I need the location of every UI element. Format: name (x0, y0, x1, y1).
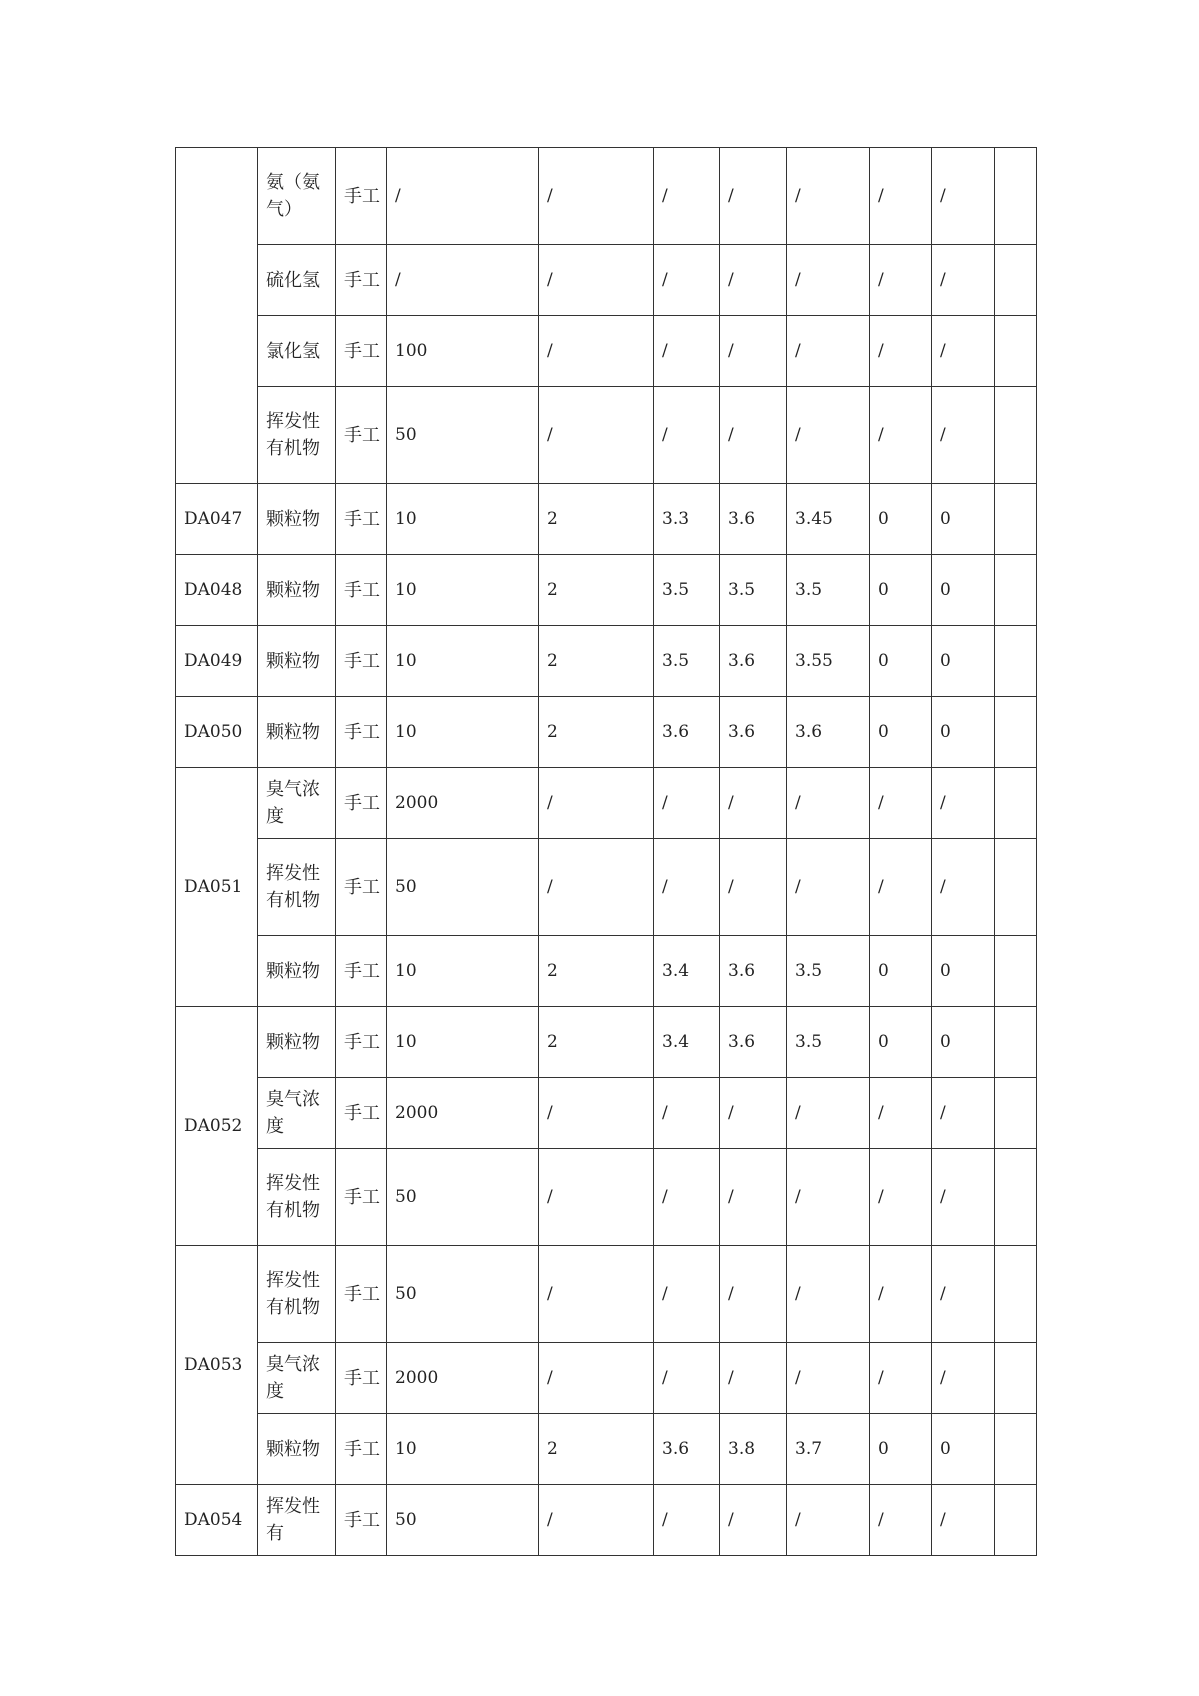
value-cell: 2 (539, 936, 654, 1007)
empty-cell (995, 1414, 1037, 1485)
table-row (176, 1149, 1037, 1246)
value-cell: / (932, 839, 995, 936)
value-cell: 3.55 (787, 626, 870, 697)
value-cell: / (787, 387, 870, 484)
empty-cell (995, 555, 1037, 626)
table-row (176, 697, 1037, 768)
value-cell: / (720, 1149, 787, 1246)
value-cell: / (539, 1246, 654, 1343)
value-cell: / (787, 839, 870, 936)
value-cell: / (654, 768, 720, 839)
table-row (176, 316, 1037, 387)
value-cell: / (787, 1078, 870, 1149)
pollutant-cell: 颗粒物 (258, 1007, 336, 1078)
value-cell: 0 (870, 1414, 932, 1485)
value-cell: / (654, 387, 720, 484)
pollutant-cell: 硫化氢 (258, 245, 336, 316)
table-row (176, 839, 1037, 936)
emissions-table (175, 147, 1037, 1556)
value-cell: 2 (539, 1414, 654, 1485)
method-cell: 手工 (336, 1414, 387, 1485)
table-row (176, 1343, 1037, 1414)
value-cell: / (654, 1078, 720, 1149)
value-cell: 3.6 (720, 1007, 787, 1078)
table-row (176, 626, 1037, 697)
value-cell: 0 (932, 1414, 995, 1485)
table-row (176, 1078, 1037, 1149)
pollutant-cell: 臭气浓度 (258, 1343, 336, 1414)
pollutant-cell: 氨（氨气） (258, 148, 336, 245)
method-cell: 手工 (336, 1485, 387, 1556)
value-cell: / (654, 148, 720, 245)
value-cell: / (539, 387, 654, 484)
value-cell: / (870, 316, 932, 387)
value-cell: / (720, 387, 787, 484)
value-cell: / (539, 245, 654, 316)
table-row (176, 936, 1037, 1007)
value-cell: / (539, 148, 654, 245)
value-cell: / (870, 387, 932, 484)
value-cell: / (870, 1485, 932, 1556)
value-cell: 2 (539, 1007, 654, 1078)
value-cell: / (870, 768, 932, 839)
outlet-id-cell: DA054 (176, 1485, 258, 1556)
value-cell: 0 (932, 936, 995, 1007)
method-cell: 手工 (336, 245, 387, 316)
pollutant-cell: 挥发性有 (258, 1485, 336, 1556)
value-cell: / (870, 1343, 932, 1414)
empty-cell (995, 1149, 1037, 1246)
pollutant-cell: 颗粒物 (258, 484, 336, 555)
pollutant-cell: 颗粒物 (258, 1414, 336, 1485)
value-cell: / (870, 1078, 932, 1149)
value-cell: / (787, 768, 870, 839)
value-cell: / (539, 1149, 654, 1246)
table-row (176, 148, 1037, 245)
table-row (176, 768, 1037, 839)
outlet-id-cell: DA050 (176, 697, 258, 768)
table-row (176, 484, 1037, 555)
table-row (176, 387, 1037, 484)
value-cell: 3.4 (654, 1007, 720, 1078)
method-cell: 手工 (336, 936, 387, 1007)
value-cell: / (654, 245, 720, 316)
method-cell: 手工 (336, 316, 387, 387)
value-cell: 0 (932, 697, 995, 768)
outlet-id-cell: DA052 (176, 1007, 258, 1246)
pollutant-cell: 挥发性有机物 (258, 1149, 336, 1246)
limit-cell: 50 (387, 1485, 539, 1556)
value-cell: / (932, 1343, 995, 1414)
limit-cell: 50 (387, 1246, 539, 1343)
value-cell: / (787, 1485, 870, 1556)
table-row (176, 245, 1037, 316)
empty-cell (995, 1246, 1037, 1343)
method-cell: 手工 (336, 148, 387, 245)
value-cell: 0 (932, 484, 995, 555)
limit-cell: 2000 (387, 1343, 539, 1414)
value-cell: / (787, 316, 870, 387)
value-cell: 3.7 (787, 1414, 870, 1485)
value-cell: / (870, 148, 932, 245)
limit-cell: 50 (387, 387, 539, 484)
value-cell: 2 (539, 555, 654, 626)
value-cell: 3.5 (787, 936, 870, 1007)
table-row (176, 1485, 1037, 1556)
value-cell: 0 (932, 555, 995, 626)
value-cell: / (932, 316, 995, 387)
limit-cell: 10 (387, 1007, 539, 1078)
value-cell: / (720, 1485, 787, 1556)
value-cell: / (870, 839, 932, 936)
value-cell: / (787, 1246, 870, 1343)
value-cell: / (654, 839, 720, 936)
pollutant-cell: 氯化氢 (258, 316, 336, 387)
empty-cell (995, 484, 1037, 555)
value-cell: / (539, 1343, 654, 1414)
value-cell: / (720, 1343, 787, 1414)
limit-cell: / (387, 245, 539, 316)
value-cell: 0 (870, 555, 932, 626)
value-cell: / (654, 1343, 720, 1414)
outlet-id-cell: DA049 (176, 626, 258, 697)
empty-cell (995, 316, 1037, 387)
value-cell: 3.6 (720, 626, 787, 697)
value-cell: / (539, 768, 654, 839)
outlet-id-cell: DA047 (176, 484, 258, 555)
value-cell: 3.45 (787, 484, 870, 555)
value-cell: 0 (932, 626, 995, 697)
value-cell: 3.6 (654, 697, 720, 768)
empty-cell (995, 936, 1037, 1007)
value-cell: / (720, 148, 787, 245)
value-cell: 0 (870, 1007, 932, 1078)
value-cell: / (932, 1078, 995, 1149)
limit-cell: 10 (387, 626, 539, 697)
value-cell: / (787, 1343, 870, 1414)
empty-cell (995, 839, 1037, 936)
limit-cell: 50 (387, 1149, 539, 1246)
value-cell: / (932, 387, 995, 484)
empty-cell (995, 697, 1037, 768)
value-cell: / (720, 1246, 787, 1343)
pollutant-cell: 臭气浓度 (258, 1078, 336, 1149)
value-cell: 3.6 (654, 1414, 720, 1485)
value-cell: 3.3 (654, 484, 720, 555)
value-cell: / (787, 148, 870, 245)
pollutant-cell: 臭气浓度 (258, 768, 336, 839)
empty-cell (995, 387, 1037, 484)
value-cell: / (870, 245, 932, 316)
pollutant-cell: 颗粒物 (258, 936, 336, 1007)
method-cell: 手工 (336, 839, 387, 936)
pollutant-cell: 颗粒物 (258, 626, 336, 697)
limit-cell: 10 (387, 1414, 539, 1485)
limit-cell: 10 (387, 555, 539, 626)
method-cell: 手工 (336, 697, 387, 768)
outlet-id-cell: DA048 (176, 555, 258, 626)
method-cell: 手工 (336, 1343, 387, 1414)
limit-cell: 100 (387, 316, 539, 387)
limit-cell: 50 (387, 839, 539, 936)
table-row (176, 1007, 1037, 1078)
outlet-id-cell: DA051 (176, 768, 258, 1007)
method-cell: 手工 (336, 555, 387, 626)
table-row (176, 555, 1037, 626)
value-cell: / (539, 316, 654, 387)
value-cell: / (654, 1246, 720, 1343)
value-cell: / (870, 1149, 932, 1246)
value-cell: 0 (932, 1007, 995, 1078)
value-cell: 0 (870, 626, 932, 697)
value-cell: / (720, 768, 787, 839)
value-cell: 3.5 (787, 1007, 870, 1078)
outlet-id-cell (176, 148, 258, 484)
limit-cell: 2000 (387, 768, 539, 839)
empty-cell (995, 148, 1037, 245)
pollutant-cell: 颗粒物 (258, 555, 336, 626)
empty-cell (995, 1078, 1037, 1149)
value-cell: / (654, 1485, 720, 1556)
value-cell: / (932, 1149, 995, 1246)
value-cell: 3.6 (720, 697, 787, 768)
value-cell: / (720, 316, 787, 387)
method-cell: 手工 (336, 768, 387, 839)
method-cell: 手工 (336, 387, 387, 484)
limit-cell: / (387, 148, 539, 245)
pollutant-cell: 挥发性有机物 (258, 1246, 336, 1343)
empty-cell (995, 245, 1037, 316)
method-cell: 手工 (336, 484, 387, 555)
value-cell: / (720, 1078, 787, 1149)
value-cell: / (932, 148, 995, 245)
method-cell: 手工 (336, 1007, 387, 1078)
value-cell: / (932, 1485, 995, 1556)
value-cell: / (787, 245, 870, 316)
value-cell: 3.6 (720, 484, 787, 555)
empty-cell (995, 626, 1037, 697)
value-cell: 3.5 (787, 555, 870, 626)
value-cell: / (654, 316, 720, 387)
value-cell: / (539, 839, 654, 936)
value-cell: 0 (870, 697, 932, 768)
value-cell: 3.6 (720, 936, 787, 1007)
value-cell: 3.4 (654, 936, 720, 1007)
empty-cell (995, 1007, 1037, 1078)
value-cell: / (654, 1149, 720, 1246)
limit-cell: 10 (387, 484, 539, 555)
limit-cell: 10 (387, 697, 539, 768)
value-cell: / (932, 1246, 995, 1343)
method-cell: 手工 (336, 626, 387, 697)
pollutant-cell: 挥发性有机物 (258, 839, 336, 936)
empty-cell (995, 1485, 1037, 1556)
value-cell: 0 (870, 484, 932, 555)
method-cell: 手工 (336, 1246, 387, 1343)
value-cell: / (932, 245, 995, 316)
value-cell: 3.8 (720, 1414, 787, 1485)
value-cell: 2 (539, 484, 654, 555)
limit-cell: 10 (387, 936, 539, 1007)
pollutant-cell: 挥发性有机物 (258, 387, 336, 484)
value-cell: / (720, 839, 787, 936)
value-cell: / (787, 1149, 870, 1246)
limit-cell: 2000 (387, 1078, 539, 1149)
value-cell: / (932, 768, 995, 839)
empty-cell (995, 768, 1037, 839)
table-row (176, 1246, 1037, 1343)
empty-cell (995, 1343, 1037, 1414)
value-cell: / (720, 245, 787, 316)
value-cell: 3.6 (787, 697, 870, 768)
value-cell: 3.5 (654, 555, 720, 626)
value-cell: / (870, 1246, 932, 1343)
value-cell: 2 (539, 626, 654, 697)
value-cell: 0 (870, 936, 932, 1007)
value-cell: 2 (539, 697, 654, 768)
value-cell: / (539, 1078, 654, 1149)
method-cell: 手工 (336, 1149, 387, 1246)
value-cell: 3.5 (720, 555, 787, 626)
value-cell: / (539, 1485, 654, 1556)
method-cell: 手工 (336, 1078, 387, 1149)
value-cell: 3.5 (654, 626, 720, 697)
table-row (176, 1414, 1037, 1485)
outlet-id-cell: DA053 (176, 1246, 258, 1485)
pollutant-cell: 颗粒物 (258, 697, 336, 768)
